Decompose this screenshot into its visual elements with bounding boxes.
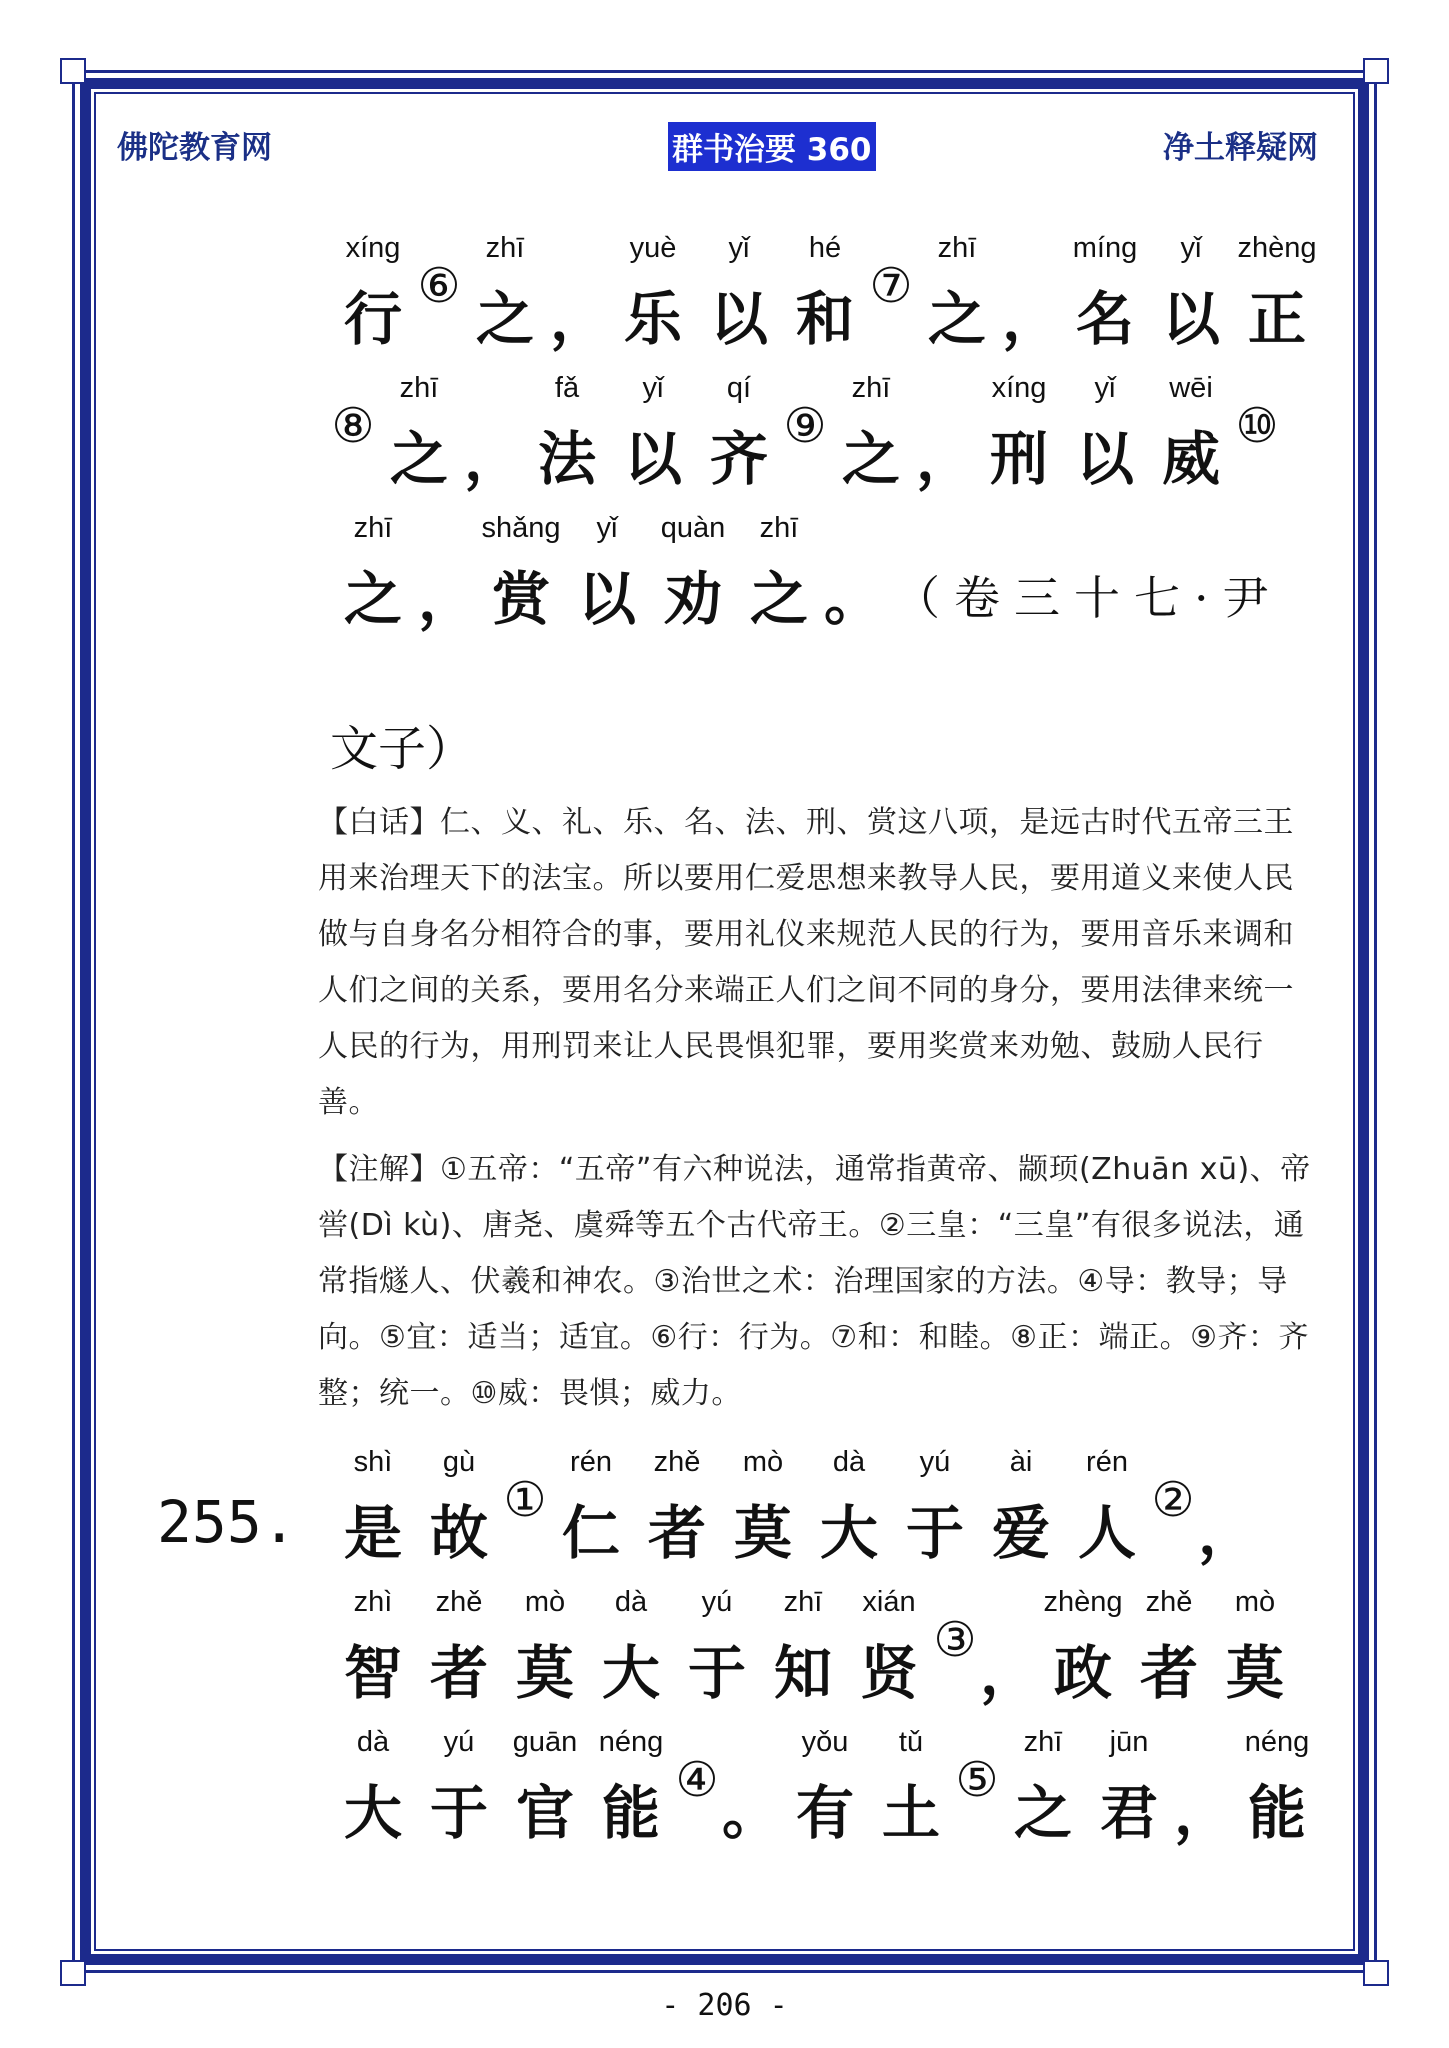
corner-ornament-bottom-right: [1363, 1960, 1389, 1986]
hanzi-character: 以: [709, 285, 769, 353]
hanzi-character: 君: [1099, 1779, 1159, 1847]
pinyin-syllable: dà: [356, 1726, 390, 1758]
header-right-site: 净土释疑网: [1163, 130, 1318, 166]
pinyin-syllable: yǐ: [728, 232, 750, 264]
pinyin-syllable: hé: [808, 232, 842, 264]
punctuation: ，: [1001, 285, 1061, 353]
hanzi-character: 贤: [859, 1639, 919, 1707]
hanzi-character: 者: [429, 1639, 489, 1707]
hanzi-character: 大: [343, 1779, 403, 1847]
pinyin-syllable: rén: [570, 1446, 612, 1478]
hanzi-character: 以: [623, 425, 683, 493]
hanzi-character: 能: [601, 1779, 661, 1847]
hanzi-character: 故: [429, 1499, 489, 1567]
pinyin-syllable: zhě: [435, 1586, 483, 1618]
pinyin-syllable: qí: [726, 372, 752, 404]
hanzi-character: 之: [927, 285, 987, 353]
corner-ornament-top-right: [1363, 58, 1389, 84]
hanzi-character: 名: [1075, 285, 1135, 353]
zhujie-paragraph: 【注解】①五帝：“五帝”有六种说法，通常指黄帝、颛顼(Zhuān xū)、帝喾(Dì kù)、唐尧、虞舜等五个古代帝王。②三皇：“三皇”有很多说法，通常指燧人、伏羲和神农。③治世之术：治理国家的方法。④导：教导；导向。⑤宜：适当；适宜。⑥行：行为。⑦和：和睦。⑧正：端正。⑨齐：齐整；统一。⑩威：畏惧；威力。: [318, 1152, 1311, 1411]
hanzi-character: 者: [647, 1499, 707, 1567]
pinyin-syllable: zhī: [485, 232, 525, 264]
pinyin-syllable: yǐ: [642, 372, 664, 404]
pinyin-syllable: fǎ: [554, 372, 580, 404]
hanzi-character: 官: [515, 1779, 575, 1847]
pinyin-syllable: zhě: [653, 1446, 701, 1478]
punctuation: 。: [721, 1779, 781, 1847]
pinyin-syllable: zhī: [399, 372, 439, 404]
hanzi-character: 刑: [989, 425, 1049, 493]
verse-source-cont: 文子）: [330, 721, 475, 777]
header-book-title: 群书治要 360: [668, 122, 876, 171]
hanzi-character: 之: [343, 565, 403, 633]
hanzi-character: 莫: [733, 1499, 793, 1567]
hanzi-character: 智: [343, 1639, 403, 1707]
pinyin-syllable: wēi: [1169, 372, 1213, 404]
pinyin-syllable: zhèng: [1237, 232, 1317, 264]
pinyin-syllable: zhī: [851, 372, 891, 404]
pinyin-syllable: shì: [353, 1446, 393, 1478]
hanzi-character: 以: [1075, 425, 1135, 493]
pinyin-syllable: yǐ: [1094, 372, 1116, 404]
hanzi-character: 之: [1013, 1779, 1073, 1847]
hanzi-character: 土: [881, 1779, 941, 1847]
hanzi-character: 者: [1139, 1639, 1199, 1707]
punctuation: ，: [463, 425, 523, 493]
pinyin-syllable: xíng: [991, 372, 1047, 404]
hanzi-character: 和: [795, 285, 855, 353]
footnote-marker: ②: [1151, 1472, 1195, 1528]
pinyin-syllable: yǒu: [801, 1726, 849, 1758]
baihua-paragraph: 【白话】仁、义、礼、乐、名、法、刑、赏这八项，是远古时代五帝三王用来治理天下的法宝。所以要用仁爱思想来教导人民，要用道义来使人民做与自身名分相符合的事，要用礼仪来规范人民的行为，要用音乐来调和人们之间的关系，要用名分来端正人们之间不同的身分，要用法律来统一人民的行为，用刑罚来让人民畏惧犯罪，要用奖赏来劝勉、鼓励人民行善。: [318, 805, 1294, 1120]
hanzi-character: 大: [601, 1639, 661, 1707]
hanzi-character: 威: [1161, 425, 1221, 493]
pinyin-syllable: dà: [614, 1586, 648, 1618]
hanzi-character: 之: [841, 425, 901, 493]
hanzi-character: 法: [537, 425, 597, 493]
hanzi-character: 之: [389, 425, 449, 493]
footnote-marker: ①: [503, 1472, 547, 1528]
pinyin-syllable: yú: [701, 1586, 733, 1618]
hanzi-character: 爱: [991, 1499, 1051, 1567]
pinyin-syllable: rén: [1086, 1446, 1128, 1478]
pinyin-syllable: yú: [443, 1726, 475, 1758]
punctuation: ，: [1173, 1779, 1233, 1847]
pinyin-syllable: zhī: [1023, 1726, 1063, 1758]
hanzi-character: 于: [429, 1779, 489, 1847]
punctuation: ，: [417, 565, 477, 633]
hanzi-character: 政: [1053, 1639, 1113, 1707]
pinyin-syllable: mò: [1234, 1586, 1276, 1618]
hanzi-character: 以: [1161, 285, 1221, 353]
footnote-marker: ⑧: [331, 398, 375, 454]
verse-source: （卷三十七·尹: [894, 571, 1283, 625]
hanzi-character: 有: [795, 1779, 855, 1847]
hanzi-character: 知: [773, 1639, 833, 1707]
pinyin-syllable: zhī: [937, 232, 977, 264]
punctuation: ，: [1197, 1499, 1257, 1567]
footnote-marker: ⑩: [1235, 398, 1279, 454]
hanzi-character: 能: [1247, 1779, 1307, 1847]
footnote-marker: ⑤: [955, 1752, 999, 1808]
pinyin-syllable: néng: [598, 1726, 664, 1758]
pinyin-syllable: néng: [1244, 1726, 1310, 1758]
hanzi-character: 莫: [515, 1639, 575, 1707]
hanzi-character: 人: [1077, 1499, 1137, 1567]
pinyin-syllable: jūn: [1109, 1726, 1149, 1758]
pinyin-syllable: xíng: [345, 232, 401, 264]
hanzi-character: 仁: [561, 1499, 621, 1567]
hanzi-character: 于: [905, 1499, 965, 1567]
pinyin-syllable: zhì: [353, 1586, 393, 1618]
pinyin-syllable: yuè: [629, 232, 677, 264]
hanzi-character: 是: [343, 1499, 403, 1567]
hanzi-character: 大: [819, 1499, 879, 1567]
pinyin-syllable: míng: [1072, 232, 1138, 264]
punctuation: ，: [979, 1639, 1039, 1707]
hanzi-character: 赏: [491, 565, 551, 633]
hanzi-character: 劝: [663, 565, 723, 633]
footnote-marker: ⑥: [417, 258, 461, 314]
hanzi-character: 乐: [623, 285, 683, 353]
punctuation: ，: [549, 285, 609, 353]
pinyin-syllable: mò: [524, 1586, 566, 1618]
pinyin-syllable: zhī: [353, 512, 393, 544]
hanzi-character: 齐: [709, 425, 769, 493]
hanzi-character: 于: [687, 1639, 747, 1707]
pinyin-syllable: zhèng: [1043, 1586, 1123, 1618]
pinyin-syllable: shǎng: [481, 512, 561, 544]
header-left-site: 佛陀教育网: [117, 130, 272, 166]
entry-number: 255.: [157, 1488, 297, 1556]
punctuation: 。: [823, 565, 883, 633]
hanzi-character: 以: [577, 565, 637, 633]
pinyin-syllable: guān: [512, 1726, 578, 1758]
pinyin-syllable: quàn: [660, 512, 726, 544]
hanzi-character: 正: [1247, 285, 1307, 353]
punctuation: ，: [915, 425, 975, 493]
pinyin-syllable: tǔ: [898, 1726, 924, 1758]
pinyin-syllable: dà: [832, 1446, 866, 1478]
pinyin-syllable: yǐ: [596, 512, 618, 544]
pinyin-syllable: yǐ: [1180, 232, 1202, 264]
pinyin-syllable: zhě: [1145, 1586, 1193, 1618]
footnote-marker: ⑨: [783, 398, 827, 454]
corner-ornament-top-left: [60, 58, 86, 84]
pinyin-syllable: yú: [919, 1446, 951, 1478]
footnote-marker: ③: [933, 1612, 977, 1668]
corner-ornament-bottom-left: [60, 1960, 86, 1986]
pinyin-syllable: mò: [742, 1446, 784, 1478]
hanzi-character: 莫: [1225, 1639, 1285, 1707]
hanzi-character: 之: [475, 285, 535, 353]
pinyin-syllable: zhī: [783, 1586, 823, 1618]
pinyin-syllable: gù: [442, 1446, 476, 1478]
hanzi-character: 之: [749, 565, 809, 633]
footnote-marker: ⑦: [869, 258, 913, 314]
hanzi-character: 行: [343, 285, 403, 353]
footnote-marker: ④: [675, 1752, 719, 1808]
page-number: - 206 -: [661, 1988, 788, 2023]
pinyin-syllable: xián: [862, 1586, 916, 1618]
pinyin-syllable: ài: [1009, 1446, 1033, 1478]
pinyin-syllable: zhī: [759, 512, 799, 544]
